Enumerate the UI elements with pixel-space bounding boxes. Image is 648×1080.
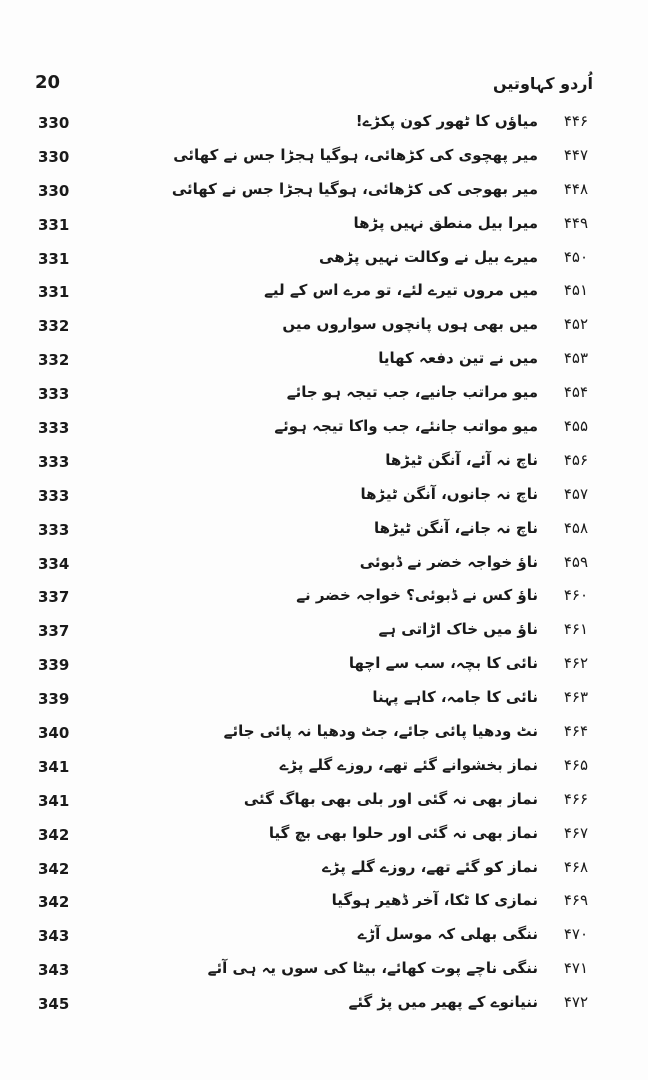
toc-entry bbox=[372, 688, 588, 706]
toc-entry-title: میرا بیل منطق نہیں پڑھا bbox=[353, 213, 538, 232]
toc-entry bbox=[332, 891, 588, 909]
toc-entry-title: میں نے تین دفعہ کھایا bbox=[378, 349, 538, 368]
toc-entry-number: ۴۵۷ bbox=[563, 484, 588, 503]
toc-row bbox=[0, 277, 648, 311]
toc-page-number: 333 bbox=[38, 486, 70, 505]
toc-entry bbox=[349, 654, 588, 672]
toc-entry-number: ۴۵۴ bbox=[563, 383, 588, 402]
toc-row bbox=[0, 854, 648, 888]
toc-page-number: 330 bbox=[38, 147, 70, 166]
toc-page-number: 331 bbox=[38, 215, 70, 234]
toc-entry-title: ناؤ کس نے ڈبوئی؟ خواجہ خضر نے bbox=[296, 586, 538, 605]
toc-row bbox=[0, 142, 648, 176]
toc-entry-number: ۴۶۱ bbox=[563, 620, 588, 639]
toc-row bbox=[0, 752, 648, 786]
toc-entry-title: نمازی کا ٹکا، آخر ڈھیر ہوگیا bbox=[331, 891, 538, 910]
toc-row bbox=[0, 718, 648, 752]
toc-entry-number: ۴۵۸ bbox=[563, 518, 588, 537]
toc-entry-title: ناچ نہ جانوں، آنگن ٹیڑھا bbox=[360, 484, 538, 503]
toc-row bbox=[0, 447, 648, 481]
toc-entry-title: نماز بخشوانے گئے تھے، روزے گلے پڑے bbox=[279, 755, 538, 774]
toc-entry-title: نائی کا جامہ، کاہے پہنا bbox=[372, 688, 538, 707]
toc-row bbox=[0, 616, 648, 650]
toc-row bbox=[0, 955, 648, 989]
toc-entry-title: میرے بیل نے وکالت نہیں پڑھی bbox=[319, 247, 538, 266]
toc-row bbox=[0, 515, 648, 549]
toc-row bbox=[0, 820, 648, 854]
toc-entry-title: میر بھوجی کی کڑھائی، ہوگیا ہجڑا جس نے کھائی bbox=[171, 179, 538, 198]
toc-entry-number: ۴۷۱ bbox=[563, 959, 588, 978]
toc-row bbox=[0, 684, 648, 718]
toc-entry bbox=[358, 925, 588, 943]
toc-entry-title: ناؤ میں خاک اڑاتی ہے bbox=[378, 620, 538, 639]
toc-entry-number: ۴۶۶ bbox=[563, 789, 588, 808]
toc-row bbox=[0, 413, 648, 447]
toc-entry-title: نماز بھی نہ گئی اور بلی بھی بھاگ گئی bbox=[243, 789, 538, 808]
toc-entry-title: میو مواتب جانئے، جب واکا تیجہ ہوئے bbox=[274, 417, 538, 436]
toc-entry bbox=[287, 383, 588, 401]
toc-row bbox=[0, 549, 648, 583]
toc-row bbox=[0, 989, 648, 1023]
toc-row bbox=[0, 108, 648, 142]
toc-entry-number: ۴۵۹ bbox=[563, 552, 588, 571]
toc-entry-title: ناچ نہ جانے، آنگن ٹیڑھا bbox=[373, 518, 538, 537]
toc-entry-title: نائی کا بچہ، سب سے اچھا bbox=[348, 654, 538, 673]
toc-entry bbox=[274, 417, 588, 435]
toc-entry-number: ۴۴۹ bbox=[563, 213, 588, 232]
toc-page-number: 343 bbox=[38, 961, 70, 980]
toc-entry bbox=[173, 146, 588, 164]
toc-row bbox=[0, 887, 648, 921]
toc-page-number: 345 bbox=[38, 995, 70, 1014]
toc-entry-title: نٹ ودھیا پائی جائے، جٹ ودھیا نہ پائی جائے bbox=[223, 722, 538, 741]
toc-page-number: 333 bbox=[38, 520, 70, 539]
toc-row bbox=[0, 244, 648, 278]
toc-page-number: 340 bbox=[38, 724, 70, 743]
toc-entry-number: ۴۷۰ bbox=[563, 925, 588, 944]
toc-page-number: 330 bbox=[38, 114, 70, 132]
toc-entry-number: ۴۶۴ bbox=[563, 722, 588, 741]
toc-page-number: 332 bbox=[38, 351, 70, 370]
toc-entry-number: ۴۵۳ bbox=[563, 349, 588, 368]
toc-entry-number: ۴۵۱ bbox=[563, 281, 588, 300]
toc-entry bbox=[224, 722, 588, 740]
toc-entry-number: ۴۶۲ bbox=[563, 654, 588, 673]
toc-entry bbox=[208, 959, 588, 977]
toc-entry-number: ۴۶۹ bbox=[563, 891, 588, 910]
toc-row bbox=[0, 176, 648, 210]
toc-entry-title: ننگی بھلی کہ موسل آڑے bbox=[357, 925, 538, 944]
toc-entry-title: میاؤں کا ٹھور کون پکڑے! bbox=[355, 112, 538, 130]
toc-entry-number: ۴۶۷ bbox=[563, 823, 588, 842]
toc-row bbox=[0, 379, 648, 413]
toc-entry-number: ۴۵۶ bbox=[563, 450, 588, 469]
toc-page-number: 341 bbox=[38, 757, 70, 776]
toc-entry-title: ننیانوے کے پھیر میں پڑ گئے bbox=[348, 993, 538, 1012]
toc-entry-title: نماز بھی نہ گئی اور حلوا بھی بچ گیا bbox=[268, 823, 538, 842]
toc-entry-number: ۴۵۲ bbox=[563, 315, 588, 334]
toc-page-number: 331 bbox=[38, 249, 70, 268]
toc-entry bbox=[354, 214, 589, 232]
toc-entry-title: میں مروں تیرے لئے، تو مرے اس کے لیے bbox=[264, 281, 538, 300]
toc-row bbox=[0, 311, 648, 345]
toc-entry-number: ۴۶۵ bbox=[563, 755, 588, 774]
contents-list bbox=[0, 108, 648, 1023]
toc-entry bbox=[322, 858, 588, 876]
toc-entry bbox=[172, 180, 588, 198]
toc-entry bbox=[349, 993, 588, 1011]
toc-entry-title: ناؤ خواجہ خضر نے ڈبوئی bbox=[359, 552, 538, 571]
toc-page-number: 337 bbox=[38, 588, 70, 607]
toc-entry bbox=[264, 281, 588, 299]
toc-entry-title: میر پھچوی کی کڑھائی، ہوگیا ہجڑا جس نے کھائی bbox=[173, 145, 538, 164]
toc-entry bbox=[374, 519, 588, 537]
toc-page-number: 333 bbox=[38, 452, 70, 471]
toc-entry bbox=[378, 349, 588, 367]
toc-entry-number: ۴۴۶ bbox=[563, 112, 588, 130]
toc-entry-number: ۴۵۰ bbox=[563, 247, 588, 266]
toc-entry-number: ۴۴۷ bbox=[563, 145, 588, 164]
toc-page-number: 342 bbox=[38, 859, 70, 878]
toc-page-number: 330 bbox=[38, 181, 70, 200]
toc-page-number: 343 bbox=[38, 927, 70, 946]
toc-page-number: 331 bbox=[38, 283, 70, 302]
toc-entry-number: ۴۶۰ bbox=[563, 586, 588, 605]
toc-entry bbox=[360, 553, 588, 571]
toc-entry-number: ۴۶۸ bbox=[563, 857, 588, 876]
toc-entry-number: ۴۵۵ bbox=[563, 417, 588, 436]
toc-entry bbox=[282, 315, 588, 333]
toc-entry-title: نماز کو گئے تھے، روزے گلے پڑے bbox=[322, 857, 538, 876]
toc-entry-title: ناچ نہ آئے، آنگن ٹیڑھا bbox=[385, 450, 538, 469]
toc-page-number: 342 bbox=[38, 893, 70, 912]
toc-page-number: 337 bbox=[38, 622, 70, 641]
toc-entry-number: ۴۶۳ bbox=[563, 688, 588, 707]
toc-page-number: 333 bbox=[38, 385, 70, 404]
toc-entry bbox=[269, 824, 588, 842]
toc-entry-number: ۴۴۸ bbox=[563, 179, 588, 198]
toc-entry bbox=[385, 451, 588, 469]
toc-entry bbox=[280, 756, 588, 774]
toc-entry bbox=[319, 248, 588, 266]
toc-row bbox=[0, 210, 648, 244]
toc-page-number: 334 bbox=[38, 554, 70, 573]
toc-row bbox=[0, 345, 648, 379]
toc-entry bbox=[356, 112, 588, 130]
running-title: اُردو کہاوتیں bbox=[493, 74, 593, 93]
toc-page-number: 339 bbox=[38, 656, 70, 675]
toc-entry-title: میں بھی ہوں پانچوں سواروں میں bbox=[282, 315, 538, 334]
toc-row bbox=[0, 786, 648, 820]
toc-row bbox=[0, 650, 648, 684]
toc-entry bbox=[244, 790, 588, 808]
toc-page-number: 339 bbox=[38, 690, 70, 709]
toc-row bbox=[0, 921, 648, 955]
toc-page-number: 342 bbox=[38, 825, 70, 844]
toc-entry-number: ۴۷۲ bbox=[563, 993, 588, 1012]
toc-row bbox=[0, 582, 648, 616]
toc-page-number: 332 bbox=[38, 317, 70, 336]
toc-entry-title: ننگی ناچے پوت کھائے، بیٹا کی سوں یہ ہی آئے bbox=[207, 959, 538, 978]
page-number: 20 bbox=[35, 72, 61, 93]
toc-entry-title: میو مراتب جانیے، جب تیجہ ہو جائے bbox=[286, 383, 538, 402]
toc-entry bbox=[379, 620, 589, 638]
toc-entry bbox=[296, 586, 588, 604]
toc-page-number: 333 bbox=[38, 419, 70, 438]
toc-entry bbox=[361, 485, 588, 503]
toc-row bbox=[0, 481, 648, 515]
toc-page-number: 341 bbox=[38, 791, 70, 810]
